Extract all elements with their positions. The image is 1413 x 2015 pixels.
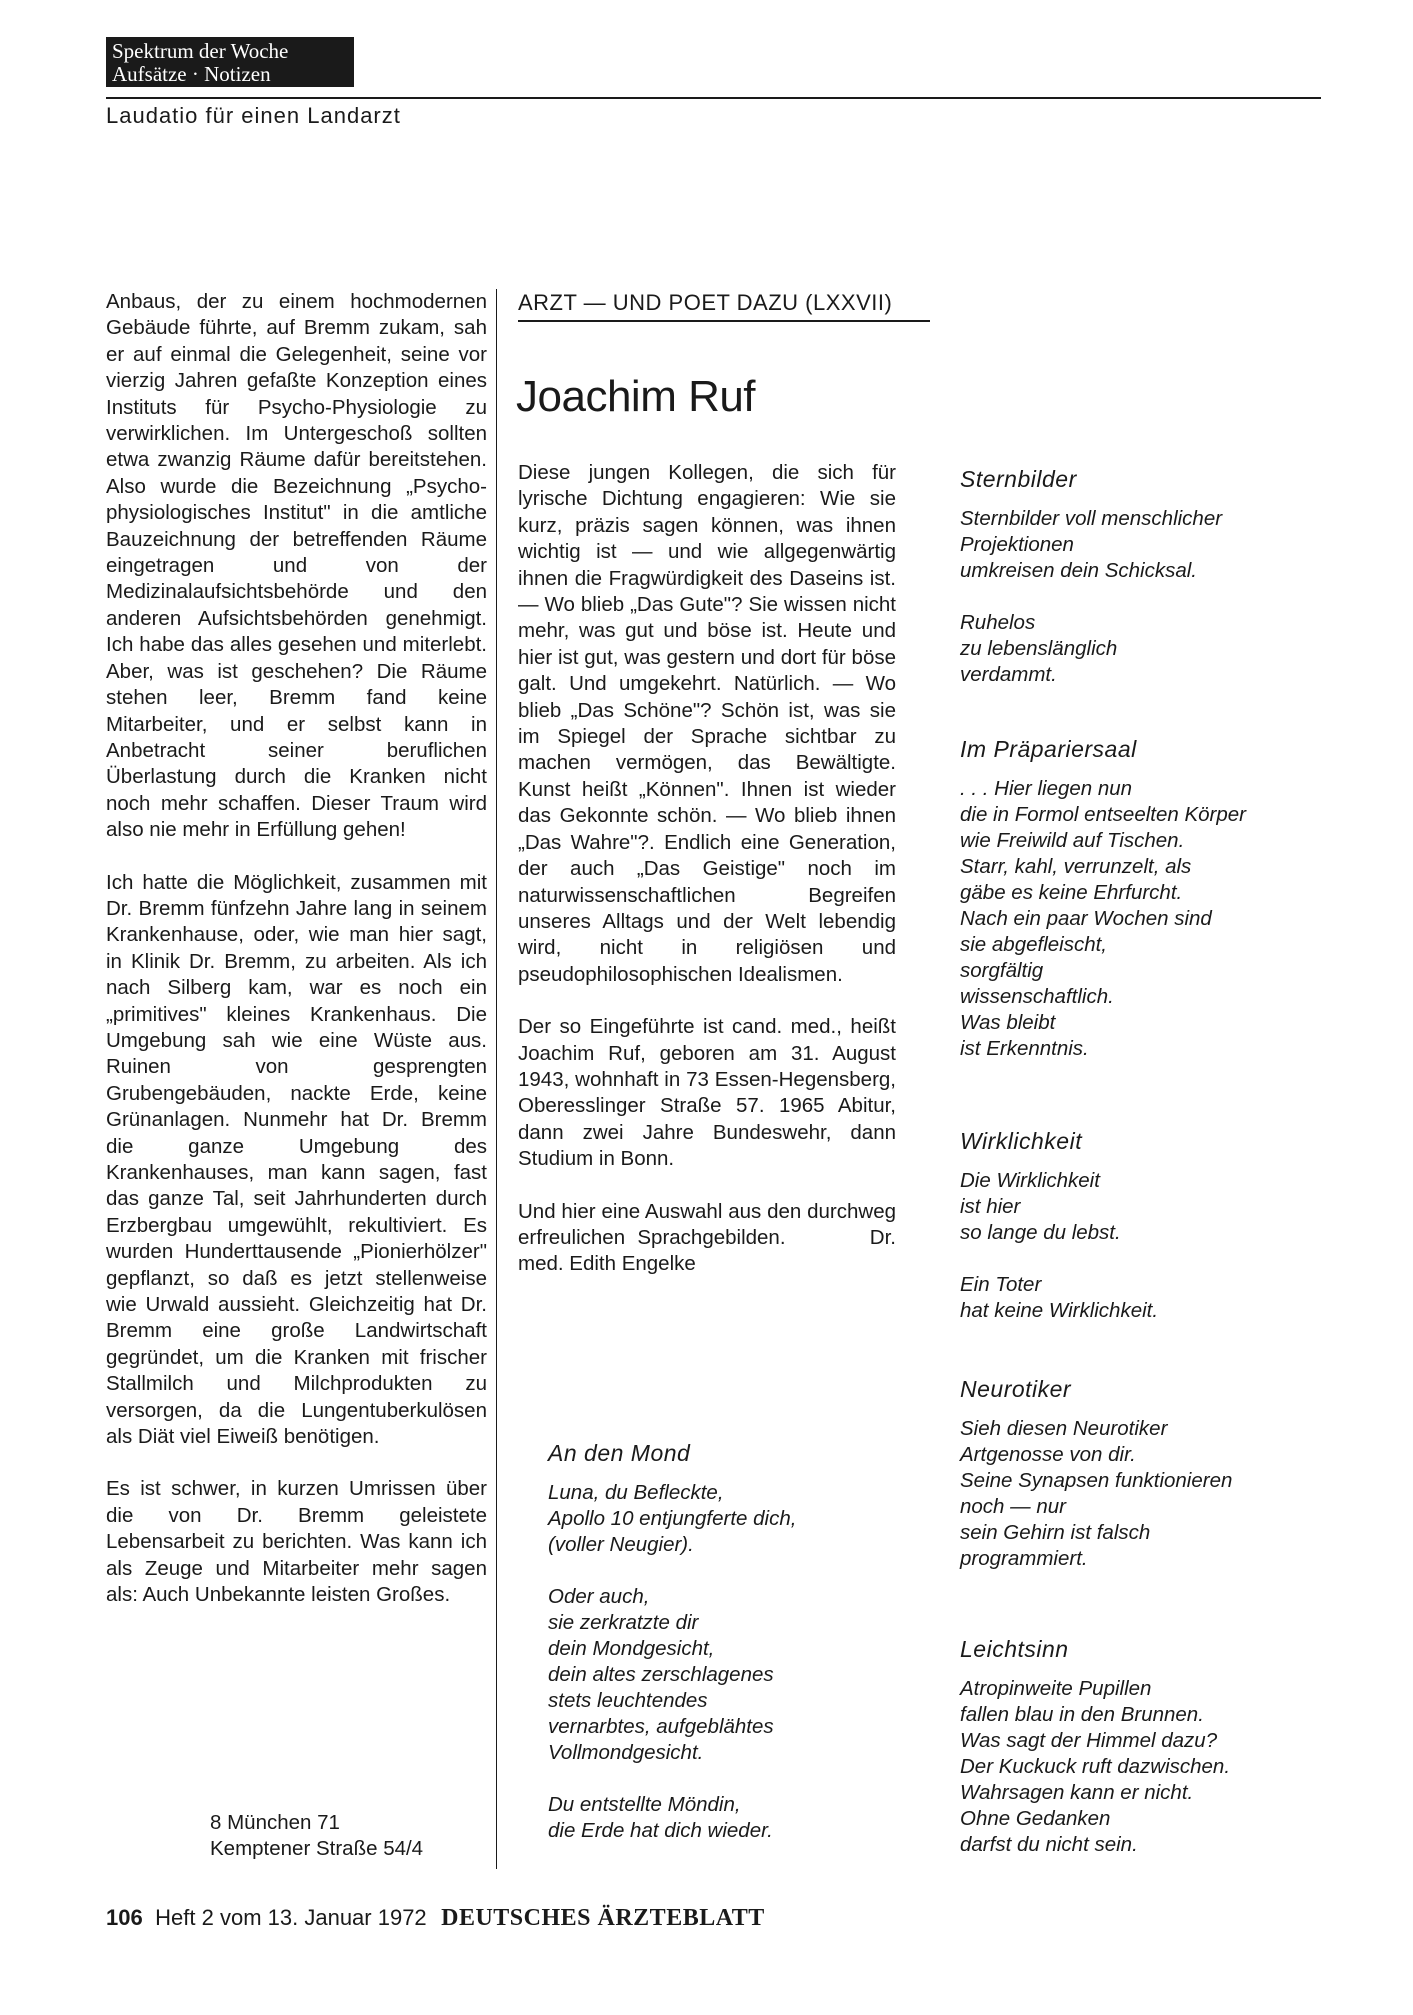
poem-line: fallen blau in den Brunnen. bbox=[960, 1703, 1204, 1726]
intro-closing: Und hier eine Auswahl aus den durchweg erfreulichen Sprachgebilden. bbox=[518, 1199, 896, 1249]
poet-name: Joachim Ruf bbox=[516, 372, 756, 421]
poem-line: Vollmondgesicht. bbox=[548, 1741, 704, 1764]
poem-line: Sternbilder voll menschlicher bbox=[960, 507, 1223, 530]
poem-stanza bbox=[548, 1480, 796, 1558]
poem-line: (voller Neugier). bbox=[548, 1533, 694, 1556]
poem-leichtsinn bbox=[960, 1636, 1230, 1884]
middle-column bbox=[518, 460, 896, 1278]
magazine-name: DEUTSCHES ÄRZTEBLATT bbox=[441, 1905, 765, 1931]
poem-line: Ruhelos bbox=[960, 611, 1036, 634]
poem-im-praepariersaal bbox=[960, 736, 1246, 1088]
poem-title: Im Präpariersaal bbox=[960, 736, 1137, 762]
mid-paragraph-1: Diese jungen Kollegen, die sich für lyrische Dichtung engagieren: Wie sie kurz, präzis sagen können, was ihnen wichtig ist — und wie allgegenwärtig ihnen die Fragwürdigkeit des Daseins ist. — Wo blieb „Das Gute"? Sie wissen nicht mehr, was gut und böse ist. Heute und hier ist gut, was gestern und dort für böse galt. Und umgekehrt. Natürlich. — Wo blieb „Das Schöne"? Schön ist, was sie im Spiegel der Sprache sichtbar zu machen vermögen, das Bewältigte. Kunst heißt „Können". Ihnen ist wieder das Gekonnte schön. — Wo blieb ihnen „Das Wahre"?. Endlich eine Generation, der auch „Das Geistige" noch im naturwissenschaftlichen Begreifen unseres Alltags und der Welt lebendig wird, nicht in religiösen und pseudophilosophischen Idealismen. bbox=[518, 461, 896, 986]
poem-line: Was bleibt bbox=[960, 1011, 1056, 1034]
poem-line: Oder auch, bbox=[548, 1585, 650, 1608]
poem-line: die in Formol entseelten Körper bbox=[960, 803, 1247, 826]
rubric-line-1: Spektrum der Woche bbox=[112, 39, 289, 63]
series-title-underline bbox=[518, 320, 930, 322]
poem-title: Sternbilder bbox=[960, 466, 1077, 492]
author-address bbox=[210, 1810, 423, 1862]
poem-line: Seine Synapsen funktionieren bbox=[960, 1469, 1233, 1492]
poem-line: noch — nur bbox=[960, 1495, 1066, 1518]
poem-line: wissenschaftlich. bbox=[960, 985, 1114, 1008]
poem-stanza bbox=[960, 610, 1222, 688]
poem-line: Starr, kahl, verrunzelt, als bbox=[960, 855, 1192, 878]
poem-line: programmiert. bbox=[960, 1547, 1088, 1570]
poem-line: gäbe es keine Ehrfurcht. bbox=[960, 881, 1183, 904]
left-column bbox=[106, 289, 487, 1635]
poem-line: sein Gehirn ist falsch bbox=[960, 1521, 1151, 1544]
poem-stanza bbox=[548, 1584, 796, 1766]
poem-wirklichkeit bbox=[960, 1128, 1158, 1350]
poem-line: Sieh diesen Neurotiker bbox=[960, 1417, 1168, 1440]
poem-line: Apollo 10 entjungferte dich, bbox=[548, 1507, 797, 1530]
poem-line: die Erde hat dich wieder. bbox=[548, 1819, 773, 1842]
poem-line: . . . Hier liegen nun bbox=[960, 777, 1133, 800]
poem-line: Ein Toter bbox=[960, 1273, 1042, 1296]
poem-line: Du entstellte Möndin, bbox=[548, 1793, 741, 1816]
page-subtitle: Laudatio für einen Landarzt bbox=[106, 103, 401, 128]
poem-line: verdammt. bbox=[960, 663, 1057, 686]
poem-line: Der Kuckuck ruft dazwischen. bbox=[960, 1755, 1231, 1778]
left-paragraph-1: Anbaus, der zu einem hochmodernen Gebäude führte, auf Bremm zukam, sah er auf einmal die Gelegenheit, seine vor vierzig Jahren gefaßte Konzeption eines Instituts für Psycho-Physiologie zu verwirklichen. Im Untergeschoß sollten etwa zwanzig Räume dafür bereitstehen. Also wurde die Bezeichnung „Psycho-physiologisches Institut" in die amtliche Bauzeichnung der betreffenden Räume eingetragen und von der Medizinalaufsichtsbehörde und den anderen Aufsichtsbehörden genehmigt. Ich habe das alles gesehen und miterlebt. Aber, was ist geschehen? Die Räume stehen leer, Bremm fand keine Mitarbeiter, und er selbst kann in Anbetracht seiner beruflichen Überlastung durch die Kranken nicht noch mehr schaffen. Dieser Traum wird also nie mehr in Erfüllung gehen! bbox=[106, 290, 487, 842]
poem-line: Die Wirklichkeit bbox=[960, 1169, 1100, 1192]
poem-line: stets leuchtendes bbox=[548, 1689, 708, 1712]
column-divider bbox=[496, 289, 497, 1869]
poem-stanza bbox=[960, 506, 1222, 584]
address-line-2: Kemptener Straße 54/4 bbox=[210, 1837, 424, 1860]
poem-title: Leichtsinn bbox=[960, 1636, 1069, 1662]
page-number: 106 bbox=[106, 1905, 143, 1930]
poem-line: wie Freiwild auf Tischen. bbox=[960, 829, 1185, 852]
poem-stanza bbox=[548, 1792, 796, 1844]
poem-stanza bbox=[960, 1416, 1232, 1572]
poem-stanza bbox=[960, 1676, 1230, 1858]
poem-line: Artgenosse von dir. bbox=[960, 1443, 1136, 1466]
poem-line: Luna, du Befleckte, bbox=[548, 1481, 724, 1504]
poem-line: dein altes zerschlagenes bbox=[548, 1663, 774, 1686]
rubric-line-2: Aufsätze · Notizen bbox=[112, 62, 271, 86]
poem-line: sorgfältig bbox=[960, 959, 1044, 982]
poem-title: An den Mond bbox=[548, 1440, 691, 1466]
poem-line: sie abgefleischt, bbox=[960, 933, 1108, 956]
mid-paragraph-3 bbox=[518, 1199, 896, 1278]
poem-line: dein Mondgesicht, bbox=[548, 1637, 715, 1660]
poem-line: darfst du nicht sein. bbox=[960, 1833, 1138, 1856]
section-rubric bbox=[106, 37, 354, 87]
editor-signature: Dr. med. Edith Engelke bbox=[518, 1225, 896, 1276]
poem-sternbilder bbox=[960, 466, 1222, 714]
poem-line: ist hier bbox=[960, 1195, 1021, 1218]
poem-line: vernarbtes, aufgeblähtes bbox=[548, 1715, 774, 1738]
poem-stanza bbox=[960, 1168, 1158, 1246]
poem-an-den-mond bbox=[548, 1440, 796, 1870]
poem-neurotiker bbox=[960, 1376, 1232, 1598]
left-paragraph-3: Es ist schwer, in kurzen Umrissen über die von Dr. Bremm geleistete Lebensarbeit zu berichten. Was kann ich als Zeuge und Mitarbeiter mehr sagen als: Auch Unbekannte leisten Großes. bbox=[106, 1477, 487, 1607]
poem-line: Ohne Gedanken bbox=[960, 1807, 1111, 1830]
poem-line: hat keine Wirklichkeit. bbox=[960, 1299, 1159, 1322]
poem-line: ist Erkenntnis. bbox=[960, 1037, 1089, 1060]
header-rule bbox=[106, 97, 1321, 99]
address-line-1: 8 München 71 bbox=[210, 1811, 340, 1834]
poem-line: so lange du lebst. bbox=[960, 1221, 1121, 1244]
poem-line: Projektionen bbox=[960, 533, 1074, 556]
mid-paragraph-2: Der so Eingeführte ist cand. med., heißt Joachim Ruf, geboren am 31. August 1943, wohnhaft in 73 Essen-Hegensberg, Oberesslinger Straße 57. 1965 Abitur, dann zwei Jahre Bundeswehr, dann Studium in Bonn. bbox=[518, 1015, 896, 1171]
poem-line: zu lebenslänglich bbox=[960, 637, 1118, 660]
left-paragraph-2: Ich hatte die Möglichkeit, zusammen mit Dr. Bremm fünfzehn Jahre lang in seinem Krankenhause, oder, wie man hier sagt, in Klinik Dr. Bremm, zu arbeiten. Als ich nach Silberg kam, war es noch ein „primitives" kleines Krankenhaus. Die Umgebung sah wie eine Wüste aus. Ruinen von gesprengten Grubengebäuden, nackte Erde, keine Grünanlagen. Nunmehr hat Dr. Bremm die ganze Umgebung des Krankenhauses, man kann sagen, fast das ganze Tal, seit Jahrhunderten durch Erzbergbau umgewühlt, rekultiviert. Es wurden Hunderttausende „Pionierhölzer" gepflanzt, so daß es jetzt stellenweise wie Urwald aussieht. Gleichzeitig hat Dr. Bremm eine große Landwirtschaft gegründet, um die Kranken mit frischer Stallmilch und Milchprodukten zu versorgen, da die Lungentuberkulösen als Diät viel Eiweiß benötigen. bbox=[106, 870, 487, 1449]
poem-line: Was sagt der Himmel dazu? bbox=[960, 1729, 1218, 1752]
issue-info: Heft 2 vom 13. Januar 1972 bbox=[155, 1905, 427, 1930]
poem-line: Nach ein paar Wochen sind bbox=[960, 907, 1212, 930]
poem-title: Neurotiker bbox=[960, 1376, 1072, 1402]
series-title: ARZT — UND POET DAZU (LXXVII) bbox=[518, 290, 893, 315]
poem-line: umkreisen dein Schicksal. bbox=[960, 559, 1197, 582]
poem-stanza bbox=[960, 1272, 1158, 1324]
poem-line: Atropinweite Pupillen bbox=[960, 1677, 1152, 1700]
page-footer bbox=[106, 1905, 765, 1932]
poem-stanza bbox=[960, 776, 1246, 1062]
poem-line: Wahrsagen kann er nicht. bbox=[960, 1781, 1194, 1804]
poem-title: Wirklichkeit bbox=[960, 1128, 1083, 1154]
poem-line: sie zerkratzte dir bbox=[548, 1611, 699, 1634]
